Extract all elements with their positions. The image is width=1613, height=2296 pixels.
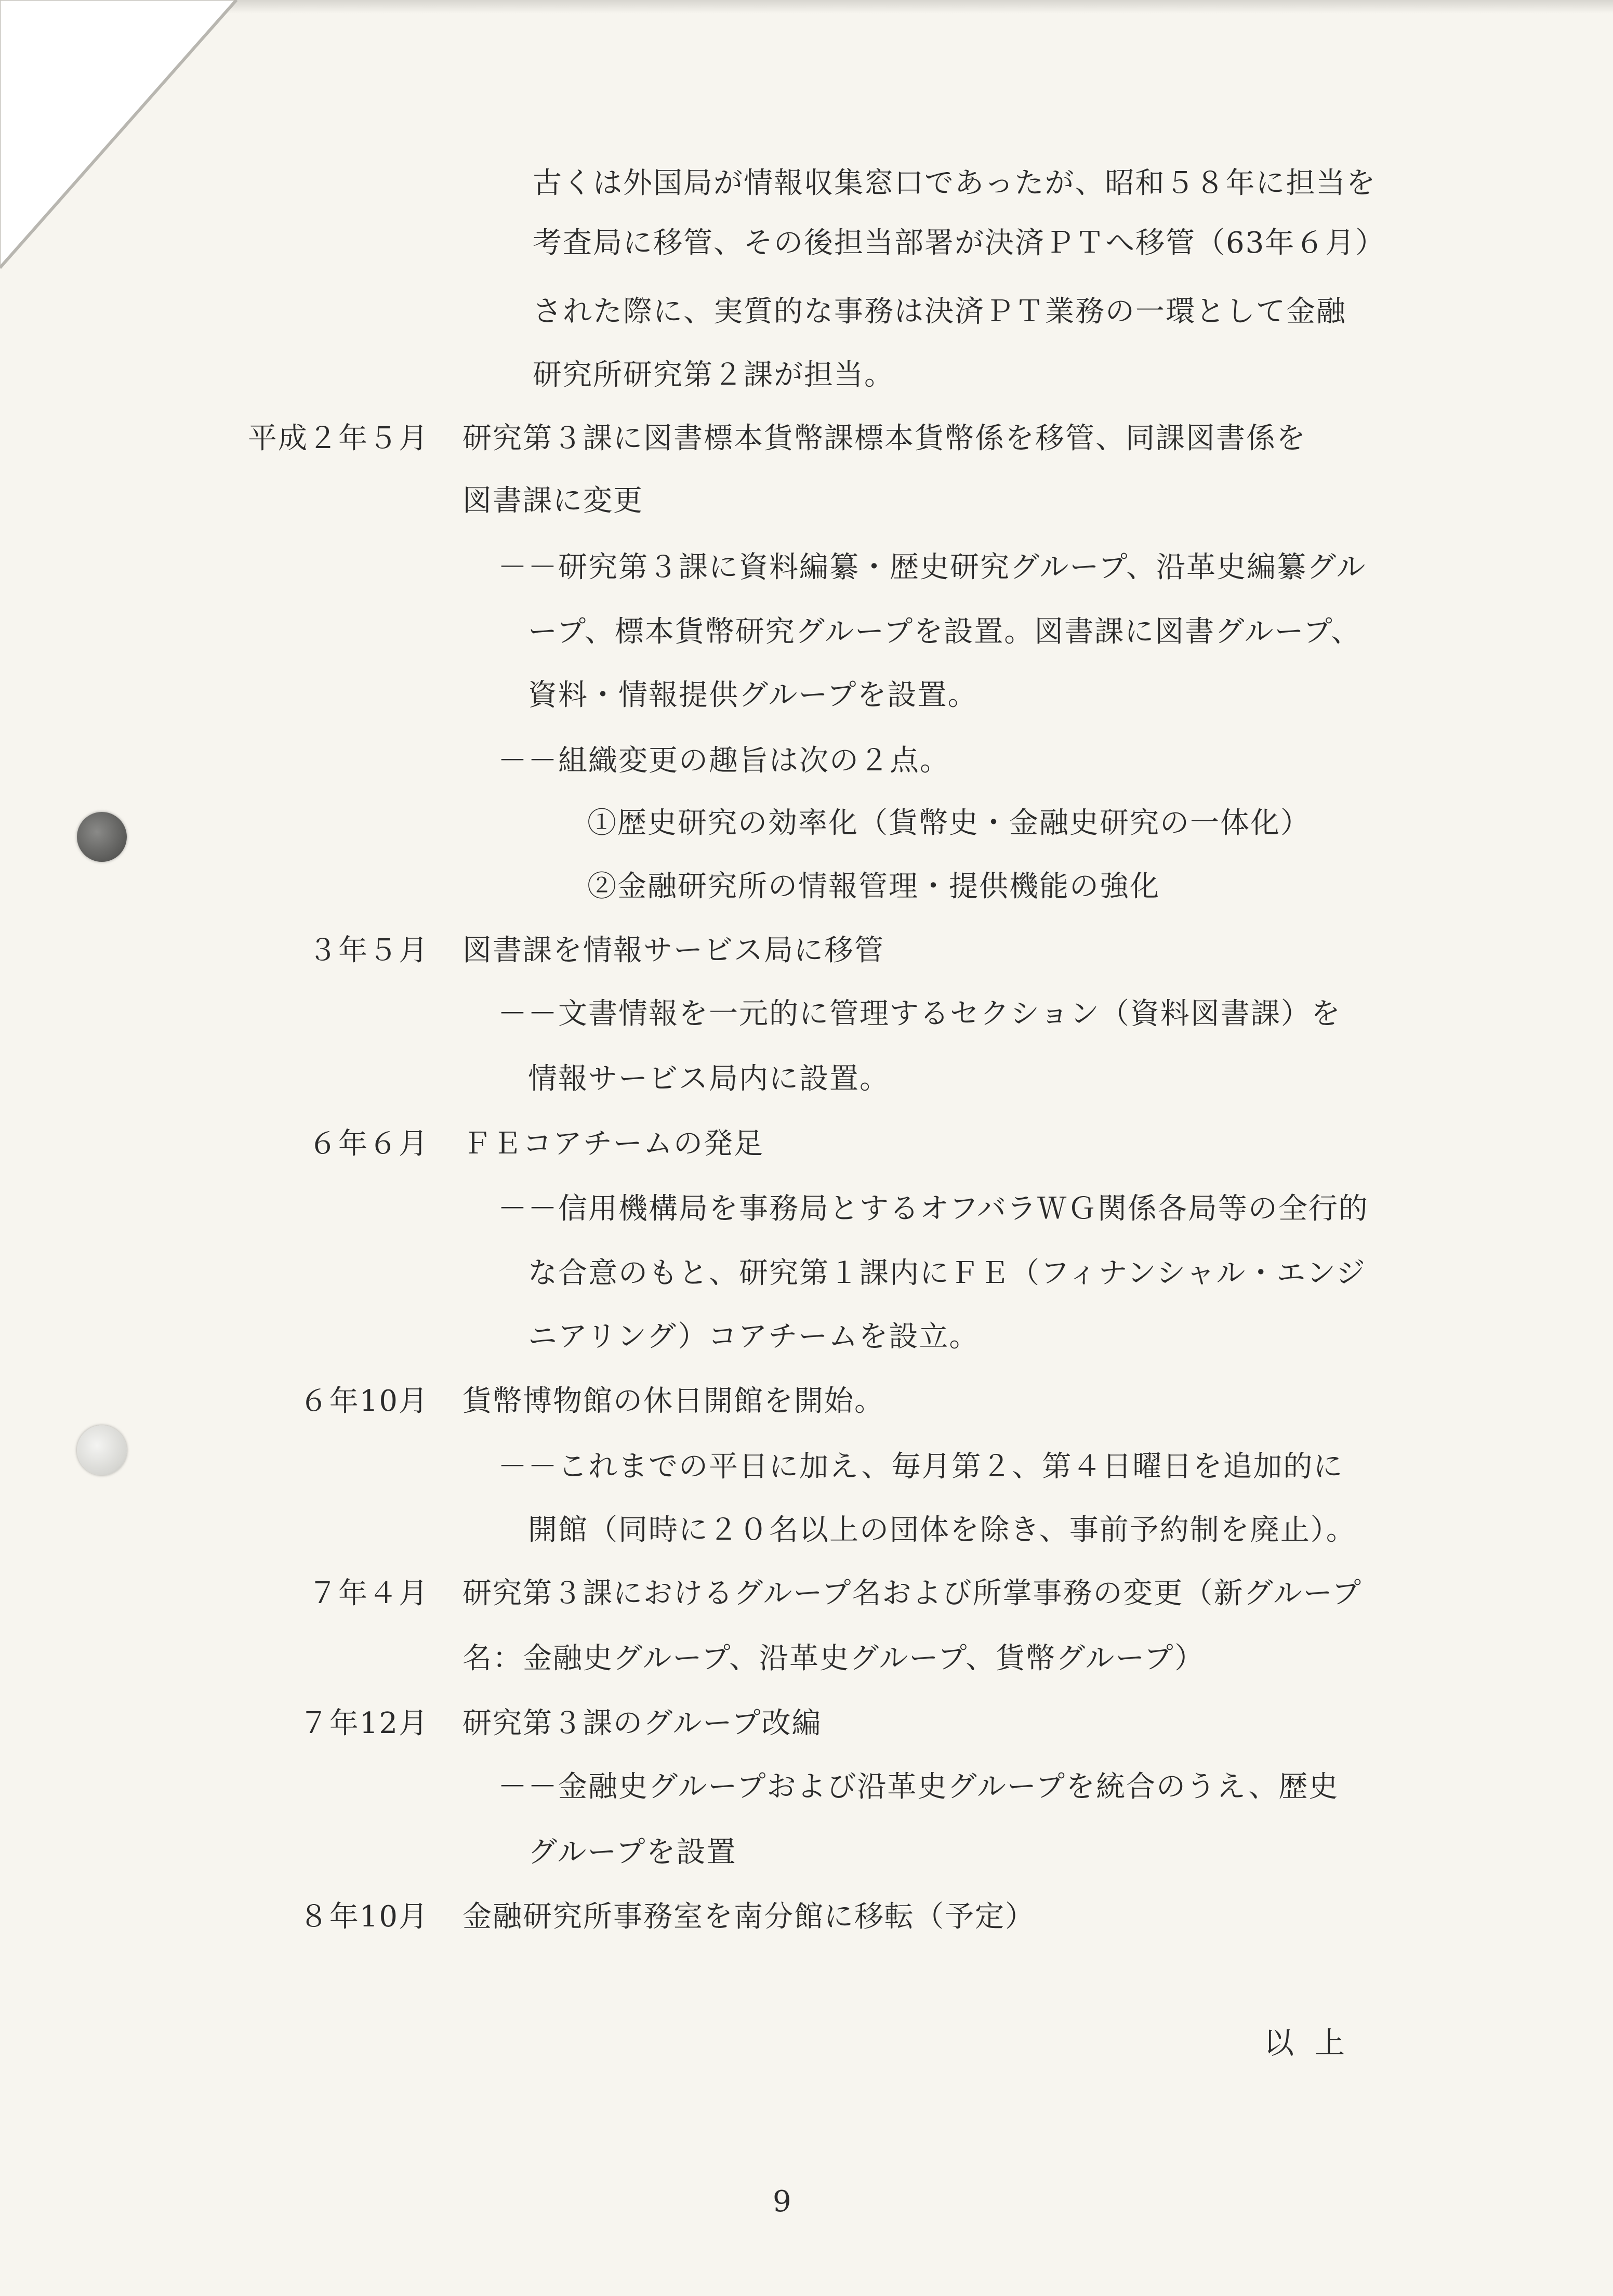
entry-text: 貨幣博物館の休日開館を開始。 (462, 1384, 884, 1418)
entry-note: ープ、標本貨幣研究グループを設置。図書課に図書グループ、 (528, 615, 1361, 649)
entry-text: 図書課を情報サービス局に移管 (462, 934, 884, 967)
entry-note: ニアリング）コアチームを設立。 (528, 1320, 980, 1354)
punch-hole-top (77, 812, 127, 862)
entry-date: 平成２年５月 (248, 422, 429, 455)
entry-text: 金融研究所事務室を南分館に移転（予定） (462, 1900, 1035, 1934)
entry-date: ８年10月 (299, 1900, 429, 1934)
punch-hole-bottom (77, 1425, 127, 1475)
entry-note: 開館（同時に２０名以上の団体を除き、事前予約制を廃止）。 (528, 1513, 1356, 1547)
entry-note: な合意のもと、研究第１課内にＦＥ（フィナンシャル・エンジ (528, 1256, 1366, 1290)
intro-line: 考査局に移管、その後担当部署が決済ＰＴへ移管（63年６月） (533, 226, 1386, 260)
entry-text: ＦＥコアチームの発足 (462, 1127, 764, 1161)
entry-date: ７年12月 (299, 1707, 429, 1740)
entry-note: 情報サービス局内に設置。 (528, 1062, 890, 1096)
entry-note: －－文書情報を一元的に管理するセクション（資料図書課）を (498, 997, 1341, 1031)
closing-mark: 以上 (1264, 2025, 1366, 2061)
entry-text: 名：金融史グループ、沿革史グループ、貨幣グループ） (462, 1642, 1205, 1675)
entry-note: －－金融史グループおよび沿革史グループを統合のうえ、歴史 (498, 1770, 1339, 1804)
entry-text: 研究第３課のグループ改編 (462, 1707, 822, 1740)
intro-line: 古くは外国局が情報収集窓口であったが、昭和５８年に担当を (533, 166, 1377, 200)
entry-date: ６年６月 (308, 1127, 429, 1161)
intro-line: された際に、実質的な事務は決済ＰＴ業務の一環として金融 (533, 295, 1346, 329)
entry-text: 図書課に変更 (462, 484, 643, 518)
entry-text: 研究第３課に図書標本貨幣課標本貨幣係を移管、同課図書係を (462, 422, 1306, 455)
scan-top-edge (0, 0, 1613, 14)
entry-point: ②金融研究所の情報管理・提供機能の強化 (587, 870, 1160, 903)
entry-note: －－研究第３課に資料編纂・歴史研究グループ、沿革史編纂グル (498, 550, 1367, 584)
entry-note: グループを設置 (528, 1835, 737, 1869)
entry-note: －－信用機構局を事務局とするオフバラＷＧ関係各局等の全行的 (498, 1192, 1369, 1226)
entry-date: ７年４月 (308, 1577, 429, 1610)
entry-point: ①歴史研究の効率化（貨幣史・金融史研究の一体化） (587, 806, 1311, 840)
intro-line: 研究所研究第２課が担当。 (533, 358, 894, 392)
entry-note: －－組織変更の趣旨は次の２点。 (498, 744, 950, 778)
entry-note: －－これまでの平日に加え、毎月第２、第４日曜日を追加的に (498, 1450, 1344, 1484)
page-number: 9 (773, 2185, 791, 2219)
entry-text: 研究第３課におけるグループ名および所掌事務の変更（新グループ (462, 1577, 1363, 1610)
entry-date: ３年５月 (308, 934, 429, 967)
entry-date: ６年10月 (299, 1384, 429, 1418)
entry-note: 資料・情報提供グループを設置。 (528, 678, 978, 712)
